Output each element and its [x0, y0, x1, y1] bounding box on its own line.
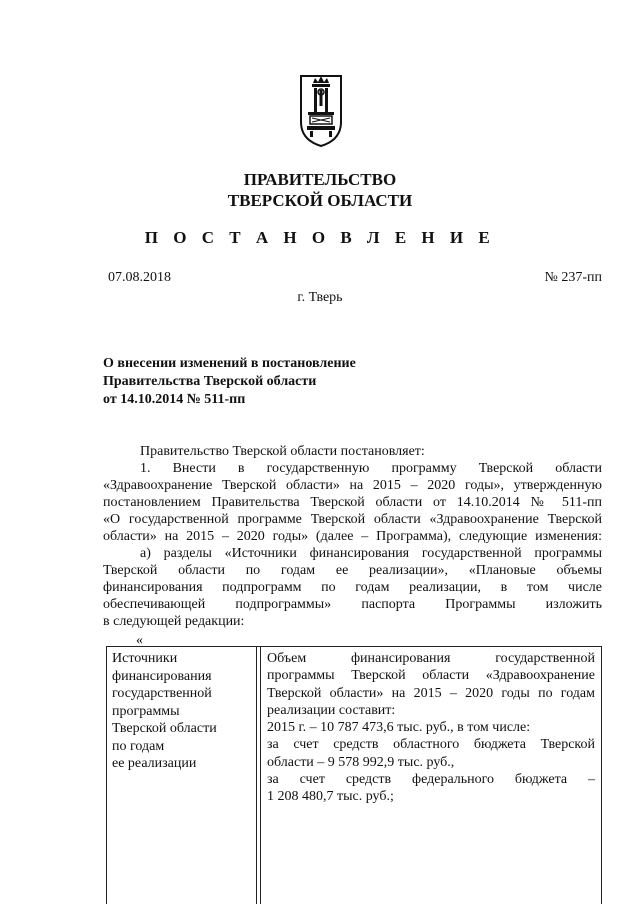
body-line: обеспечивающей подпрограммы» паспорта Программы изложить — [103, 597, 602, 612]
open-quote: « — [136, 633, 143, 648]
value-line: Тверской области» на 2015 – 2020 годы по годам — [267, 685, 595, 701]
body-line: 1. Внести в государственную программу Тверской области — [140, 461, 602, 476]
body-line: Тверской области по годам ее реализации», «Плановые объемы — [103, 563, 602, 578]
document-city: г. Тверь — [297, 290, 343, 305]
value-line: программы Тверской области «Здравоохранение — [267, 668, 595, 684]
body-line: а) разделы «Источники финансирования государственной программы — [140, 546, 602, 561]
label-line: ее реализации — [112, 756, 197, 771]
subject-line: Правительства Тверской области — [103, 374, 317, 389]
body-line: «Здравоохранение Тверской области» на 2015 – 2020 годы», утвержденную — [103, 478, 602, 493]
document-body — [103, 443, 602, 630]
org-name-line1: ПРАВИТЕЛЬСТВО — [243, 170, 397, 189]
tver-coat-of-arms-icon — [298, 70, 344, 148]
body-line: «О государственной программе Тверской области «Здравоохранение Тверской — [103, 512, 602, 527]
body-line: постановлением Правительства Тверской области от 14.10.2014 № 511-пп — [103, 495, 602, 510]
document-date: 07.08.2018 — [108, 270, 171, 285]
financing-table — [106, 646, 602, 904]
document-subject — [103, 355, 356, 409]
value-line: за счет средств федерального бюджета – — [267, 772, 595, 788]
document-type: П О С Т А Н О В Л Е Н И Е — [144, 228, 496, 247]
table-value-column — [260, 647, 601, 904]
body-line: области» на 2015 – 2020 годы» (далее – Программа), следующие изменения: — [103, 529, 602, 544]
value-line: области – 9 578 992,9 тыс. руб., — [267, 754, 455, 770]
document-number: № 237-пп — [544, 270, 602, 285]
org-name-line2: ТВЕРСКОЙ ОБЛАСТИ — [227, 191, 413, 210]
body-line: финансирования подпрограмм по годам реализации, в том числе — [103, 580, 602, 595]
subject-line: от 14.10.2014 № 511-пп — [103, 392, 246, 407]
label-line: государственной — [112, 686, 212, 701]
label-line: программы — [112, 703, 180, 719]
label-line: по годам — [112, 738, 165, 754]
value-line: реализации составит: — [267, 702, 396, 718]
value-line: за счет средств областного бюджета Тверской — [267, 737, 595, 753]
value-line: 1 208 480,7 тыс. руб.; — [267, 789, 394, 805]
label-line: финансирования — [112, 668, 212, 684]
label-line: Источники — [112, 651, 178, 666]
subject-line: О внесении изменений в постановление — [103, 356, 356, 371]
table-label-cell — [112, 650, 217, 773]
value-line: 2015 г. – 10 787 473,6 тыс. руб., в том числе: — [267, 720, 531, 736]
label-line: Тверской области — [112, 721, 217, 736]
value-line: Объем финансирования государственной — [267, 651, 595, 666]
table-value-cell — [267, 650, 595, 806]
body-line: в следующей редакции: — [103, 614, 245, 629]
table-label-column — [107, 647, 257, 904]
body-line: Правительство Тверской области постановляет: — [140, 444, 425, 459]
